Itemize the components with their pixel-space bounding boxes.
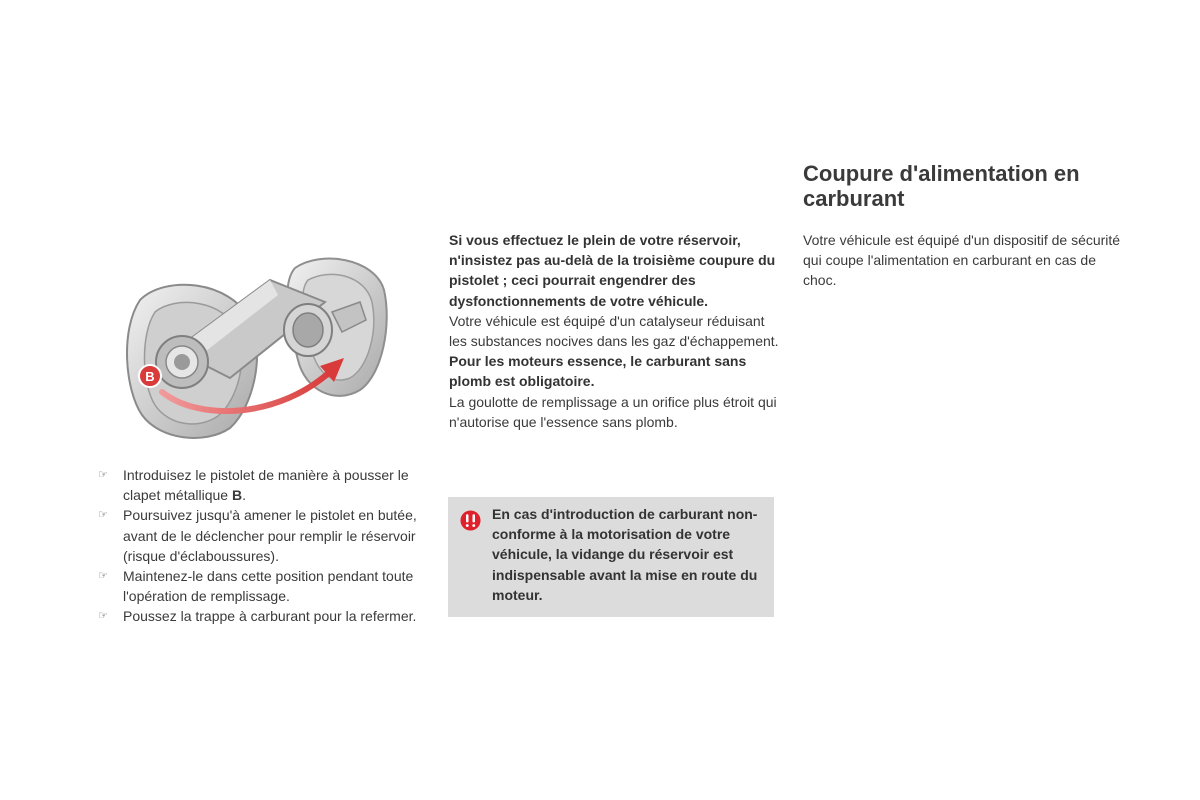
step-text: Introduisez le pistolet de manière à pousser le clapet métallique: [123, 467, 409, 504]
list-item: [96, 465, 426, 505]
step-text: Poursuivez jusqu'à amener le pistolet en butée, avant de le déclencher pour remplir le réservoir (risque d'éclaboussures).: [123, 507, 417, 564]
pointing-hand-icon: ☞: [98, 570, 108, 583]
list-item: [96, 566, 426, 606]
section-body: Votre véhicule est équipé d'un dispositif de sécurité qui coupe l'alimentation en carburant en cas de choc.: [803, 232, 1121, 289]
filling-steps-list: [96, 465, 426, 627]
fuel-filler-illustration: [120, 240, 392, 446]
catalyst-text: Votre véhicule est équipé d'un catalyseur réduisant les substances nocives dans les gaz d'échappement.: [449, 312, 779, 350]
step-text: Poussez la trappe à carburant pour la refermer.: [123, 608, 417, 625]
list-item: [96, 606, 426, 626]
unleaded-required-text: Pour les moteurs essence, le carburant sans plomb est obligatoire.: [449, 353, 747, 390]
list-item: [96, 505, 426, 566]
warning-exclamation-icon: [460, 510, 481, 531]
pointing-hand-icon: ☞: [98, 610, 108, 623]
fuel-filler-drawing: [120, 240, 392, 446]
step-strong: B: [231, 487, 243, 504]
pointing-hand-icon: ☞: [98, 509, 108, 522]
pointing-hand-icon: ☞: [98, 469, 108, 481]
fuel-advice-text: [449, 230, 779, 432]
step-text: Maintenez-le dans cette position pendant toute l'opération de remplissage.: [123, 568, 414, 605]
warning-text: En cas d'introduction de carburant non-conforme à la motorisation de votre véhicule, la vidange du réservoir est indispensable avant la mise en route du moteur.: [492, 506, 758, 603]
step-tail: .: [242, 487, 246, 504]
section-title: Coupure d'alimentation en carburant: [803, 161, 1080, 211]
warning-box: [448, 497, 774, 617]
label-b-text: B: [145, 369, 155, 384]
filler-neck-text: La goulotte de remplissage a un orifice plus étroit qui n'autorise que l'essence sans plomb.: [449, 393, 777, 430]
refuel-caution-text: Si vous effectuez le plein de votre réservoir, n'insistez pas au-delà de la troisième coupure du pistolet ; ceci pourrait engendrer des dysfonctionnements de votre véhicule.: [449, 232, 776, 309]
